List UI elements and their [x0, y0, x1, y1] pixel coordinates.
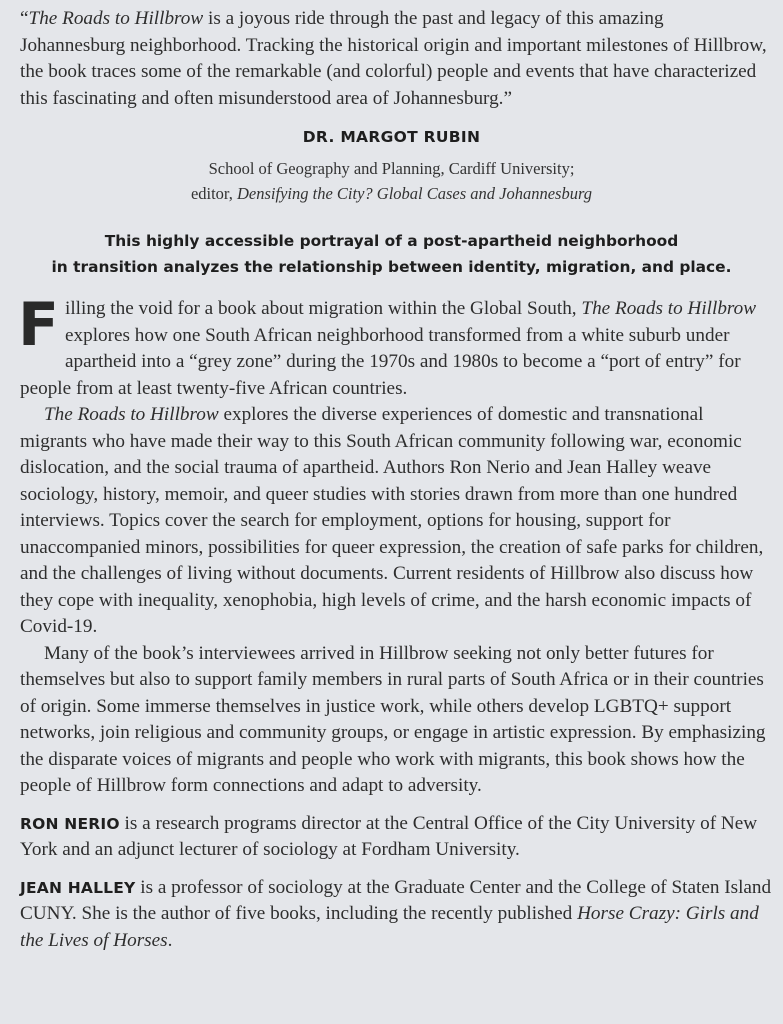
drop-cap: F — [18, 290, 59, 360]
p1-text-a: illing the void for a book about migration within the Global South, — [65, 298, 582, 319]
quote-book-title: The Roads to Hillbrow — [28, 8, 204, 29]
endorser-editor-line — [0, 184, 783, 204]
author-bio-halley — [20, 875, 772, 955]
endorser-name: DR. MARGOT RUBIN — [302, 128, 481, 146]
description-paragraph-1 — [18, 290, 772, 402]
tagline — [0, 228, 783, 280]
description-paragraph-3: Many of the book’s interviewees arrived in Hillbrow seeking not only better futures for themselves but also to support family members in rural parts of South Africa or in their countries of origin. Some immerse themselves in justice work, while others develop LGBTQ+ support networks, join religious and community groups, or engage in artistic expression. By emphasizing the disparate voices of migrants and people who work with migrants, this book shows how the people of Hillbrow form connections and adapt to adversity. — [20, 642, 766, 796]
p1-text-b: explores how one South African neighborhood transformed from a white suburb under apartheid into a “grey zone” during the 1970s and 1980s to become a “port of entry” for people from at least twenty-five African countries. — [20, 324, 741, 399]
description-paragraph-2 — [20, 402, 772, 641]
quote-open-mark: “ — [20, 8, 29, 29]
p1-book-title: The Roads to Hillbrow — [581, 298, 757, 319]
nerio-bio-text: is a research programs director at the Central Office of the City University of New York and an adjunct lecturer of sociology at Fordham University. — [20, 812, 758, 860]
tagline-line-1: This highly accessible portrayal of a post-apartheid neighborhood — [104, 232, 679, 250]
p2-book-title: The Roads to Hillbrow — [44, 404, 219, 425]
endorsement-quote — [20, 6, 770, 112]
quote-text: is a joyous ride through the past and legacy of this amazing Johannesburg neighborhood. Tracking the historical origin and important milestones of Hillbrow, the book traces some of the remarkable (and colorful) people and events that have characterized this fascinating and often misunderstood area of Johannesburg.” — [20, 8, 767, 109]
author-bio-nerio — [20, 811, 772, 864]
endorser-affiliation: School of Geography and Planning, Cardiff University; — [208, 159, 575, 178]
author-name-halley: JEAN HALLEY — [20, 878, 136, 897]
halley-bio-end: . — [167, 929, 173, 951]
author-name-nerio: RON NERIO — [20, 814, 120, 833]
p2-text: explores the diverse experiences of domestic and transnational migrants who have made their way to this South African community following war, economic dislocation, and the social trauma of apartheid. Authors Ron Nerio and Jean Halley weave sociology, history, memoir, and queer studies with stories drawn from more than one hundred interviews. Topics cover the search for employment, options for housing, support for unaccompanied minors, possibilities for queer expression, the creation of safe parks for children, and the challenges of living without documents. Current residents of Hillbrow also discuss how they cope with inequality, xenophobia, high levels of crime, and the harsh economic impacts of Covid-19. — [20, 404, 764, 637]
editor-work-title: Densifying the City? Global Cases and Johannesburg — [237, 184, 593, 203]
tagline-line-2: in transition analyzes the relationship between identity, migration, and place. — [51, 258, 732, 276]
book-description — [18, 290, 772, 954]
halley-bio-text: is a professor of sociology at the Graduate Center and the College of Staten Island CUNY. She is the author of five books, including the recently published — [20, 876, 772, 924]
halley-book-title: Horse Crazy: Girls and the Lives of Horses — [20, 903, 759, 951]
editor-prefix: editor, — [190, 184, 238, 203]
